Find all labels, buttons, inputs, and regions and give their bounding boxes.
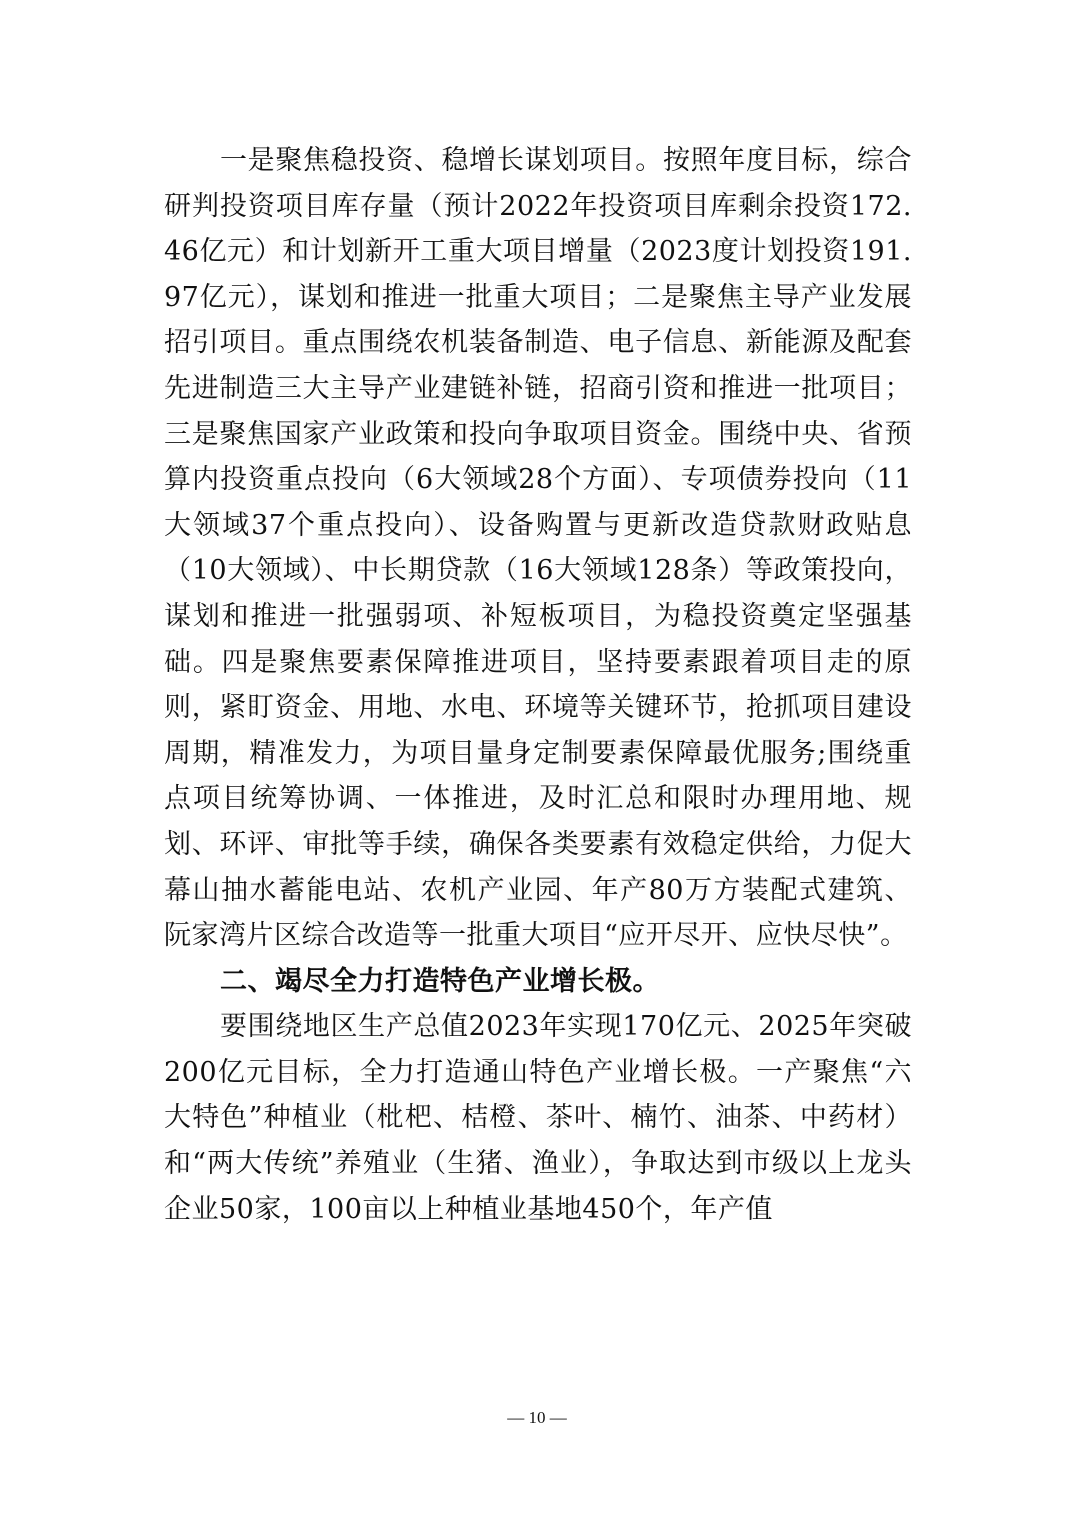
page-number: — 10 —	[507, 1408, 567, 1427]
section-heading-industry-growth: 二、竭尽全力打造特色产业增长极。	[220, 965, 660, 997]
paragraph-investment-projects: 一是聚焦稳投资、稳增长谋划项目。按照年度目标，综合研判投资项目库存量（预计2022年投资项目库剩余投资172.46亿元）和计划新开工重大项目增量（2023度计划投资191.97亿元），谋划和推进一批重大项目；二是聚焦主导产业发展招引项目。重点围绕农机装备制造、电子信息、新能源及配套先进制造三大主导产业建链补链，招商引资和推进一批项目；三是聚焦国家产业政策和投向争取项目资金。围绕中央、省预算内投资重点投向（6大领域28个方面）、专项债券投向（11大领域37个重点投向）、设备购置与更新改造贷款财政贴息（10大领域）、中长期贷款（16大领域128条）等政策投向，谋划和推进一批强弱项、补短板项目，为稳投资奠定坚强基础。四是聚焦要素保障推进项目，坚持要素跟着项目走的原则，紧盯资金、用地、水电、环境等关键环节，抢抓项目建设周期，精准发力，为项目量身定制要素保障最优服务;围绕重点项目统筹协调、一体推进，及时汇总和限时办理用地、规划、环评、审批等手续，确保各类要素有效稳定供给，力促大幕山抽水蓄能电站、农机产业园、年产80万方装配式建筑、阮家湾片区综合改造等一批重大项目“应开尽开、应快尽快”。	[164, 145, 912, 952]
paragraph-industry-growth: 要围绕地区生产总值2023年实现170亿元、2025年突破200亿元目标，全力打造通山特色产业增长极。一产聚焦“六大特色”种植业（枇杷、桔橙、茶叶、楠竹、油茶、中药材）和“两大传统”养殖业（生猪、渔业），争取达到市级以上龙头企业50家，100亩以上种植业基地450个，年产值	[164, 1011, 912, 1225]
document-body	[164, 138, 912, 1232]
